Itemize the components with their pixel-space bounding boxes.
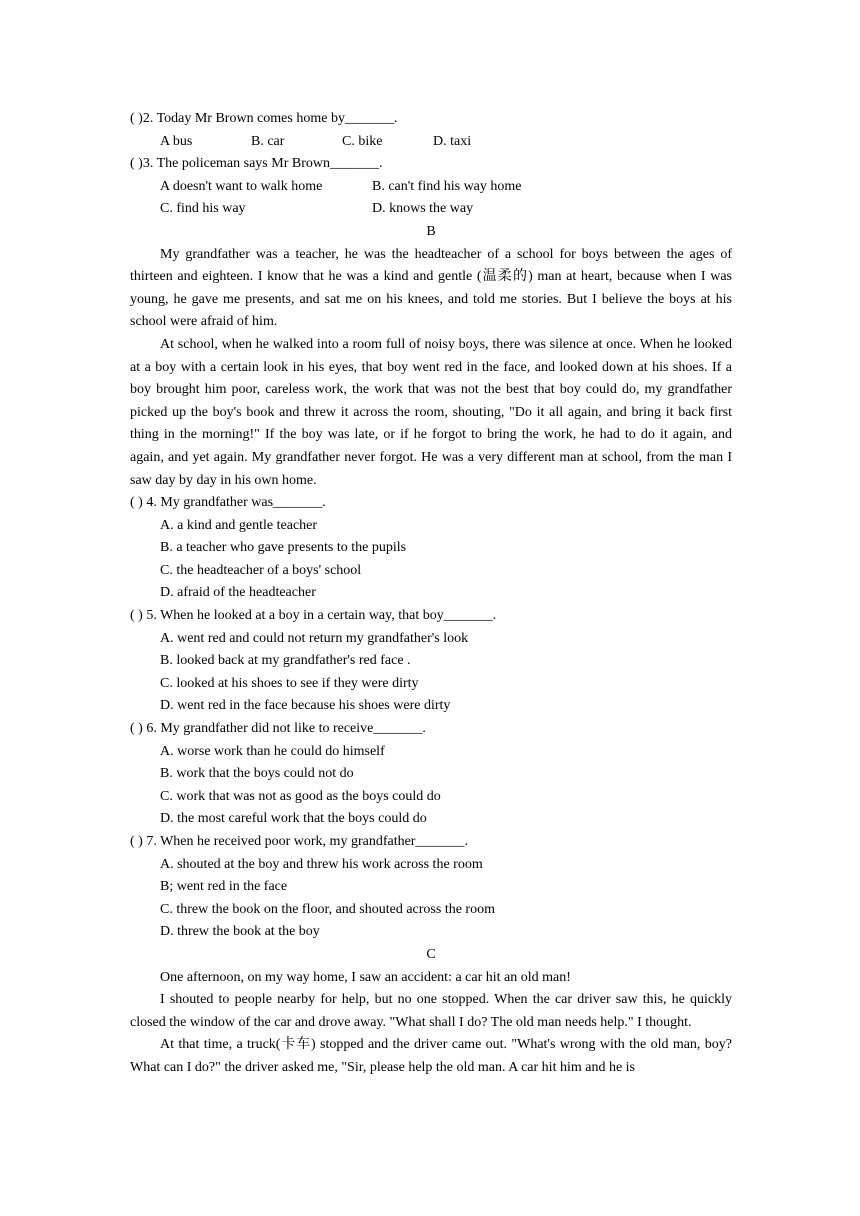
q7-option-a: A. shouted at the boy and threw his work across the room [160,856,483,872]
question-3-options-row-1 [130,176,732,199]
section-c-paragraph-3: At that time, a truck(卡车) stopped and the driver came out. "What's wrong with the old man, boy? What can I do?" the driver asked me, "Sir, please help the old man. A car hit him and he is [130,1037,732,1075]
q7-option-b: B; went red in the face [160,879,288,895]
q3-option-b: B. can't find his way home [372,178,522,194]
q5-option-c: C. looked at his shoes to see if they were dirty [160,675,419,691]
document-content [130,108,732,1080]
q3-option-d: D. knows the way [372,201,474,217]
q3-option-c: C. find his way [160,201,246,217]
question-6 [130,718,732,831]
section-c-paragraph-2: I shouted to people nearby for help, but no one stopped. When the car driver saw this, he quickly closed the window of the car and drove away. "What shall I do? The old man needs help." I thought. [130,992,732,1030]
q4-option-b: B. a teacher who gave presents to the pupils [160,540,407,556]
question-4-stem: ( ) 4. My grandfather was_______. [130,495,326,511]
q4-option-d: D. afraid of the headteacher [160,585,316,601]
question-7-stem: ( ) 7. When he received poor work, my grandfather_______. [130,834,468,849]
section-c-paragraph-1: One afternoon, on my way home, I saw an accident: a car hit an old man! [160,969,571,985]
q6-option-c: C. work that was not as good as the boys could do [160,788,441,804]
q2-option-c: C. bike [342,133,383,149]
q7-option-c: C. threw the book on the floor, and shouted across the room [160,901,495,917]
q2-option-d: D. taxi [433,133,472,149]
q6-option-d: D. the most careful work that the boys could do [160,811,427,827]
question-2: ( )2. Today Mr Brown comes home by_______. [130,111,398,126]
question-4 [130,492,732,605]
section-c-passage [130,967,732,1080]
q5-option-d: D. went red in the face because his shoes were dirty [160,698,451,714]
q2-option-b: B. car [251,133,285,149]
q5-option-b: B. looked back at my grandfather's red face . [160,653,411,669]
q3-option-a: A doesn't want to walk home [160,178,323,194]
q2-option-a: A bus [160,133,193,149]
question-7 [130,831,732,944]
question-5-stem: ( ) 5. When he looked at a boy in a certain way, that boy_______. [130,608,497,624]
section-c-label: C [426,946,436,962]
section-b-paragraph-1: My grandfather was a teacher, he was the headteacher of a school for boys between the ages of thirteen and eighteen. I know that he was a kind and gentle (温柔的) man at heart, because when I was young, he gave me presents, and sat me on his knees, and told me stories. But I believe the boys at his school were afraid of him. [130,246,732,330]
q4-option-a: A. a kind and gentle teacher [160,517,318,533]
question-3-options-row-2 [130,198,732,221]
question-5 [130,605,732,718]
section-b-paragraph-2: At school, when he walked into a room full of noisy boys, there was silence at once. When he looked at a boy with a certain look in his eyes, that boy went red in the face, and looked down at his shoes. If a boy brought him poor, careless work, the work that was not the best that boy could do, my grandfather picked up the boy's book and threw it across the room, shouting, "Do it all again, and bring it back first thing in the morning!" If the boy was late, or if he forgot to bring the work, he had to do it again, and again, and yet again. My grandfather never forgot. He was a very different man at school, from the man I saw day by day in his own home. [130,336,732,488]
q4-option-c: C. the headteacher of a boys' school [160,562,362,578]
question-2-options [130,131,732,154]
section-b-label: B [426,223,436,239]
section-b-passage [130,244,732,493]
q7-option-d: D. threw the book at the boy [160,924,320,940]
q6-option-b: B. work that the boys could not do [160,766,354,782]
question-6-stem: ( ) 6. My grandfather did not like to receive_______. [130,721,426,737]
q5-option-a: A. went red and could not return my grandfather's look [160,630,469,646]
q6-option-a: A. worse work than he could do himself [160,743,385,759]
question-3: ( )3. The policeman says Mr Brown_______. [130,156,383,172]
